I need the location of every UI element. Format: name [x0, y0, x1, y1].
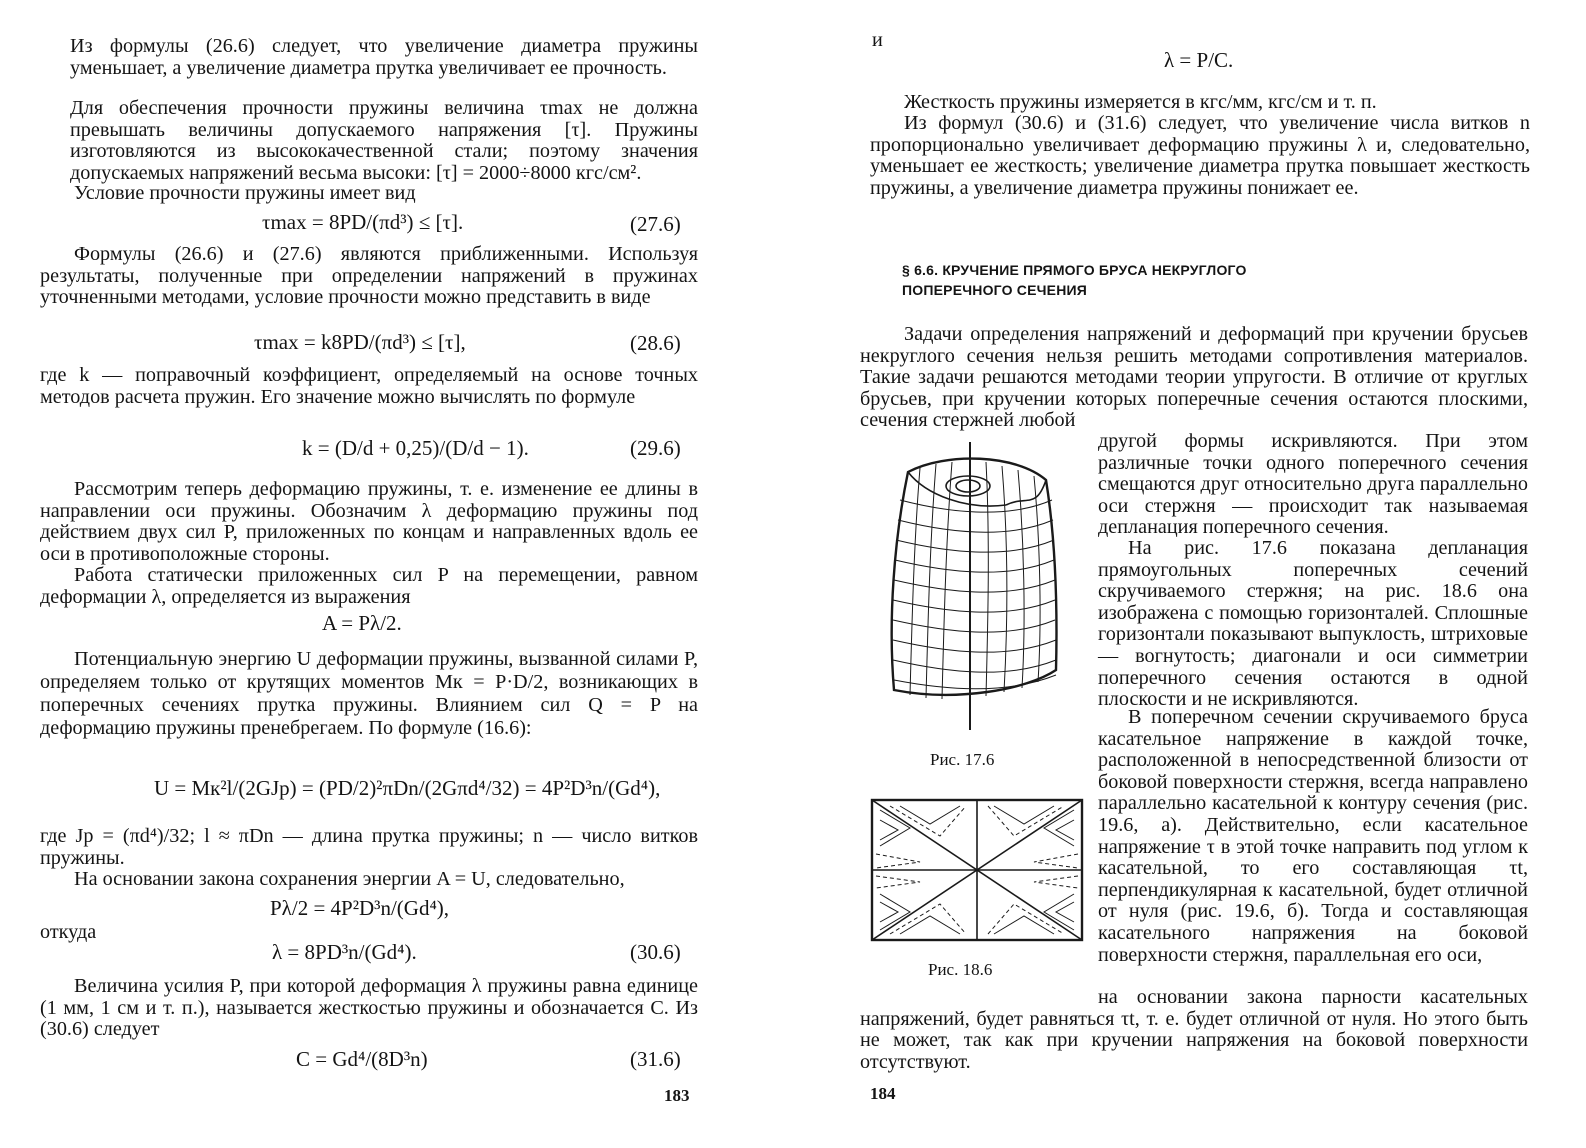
equation-number: (31.6) — [630, 1047, 681, 1071]
paragraph: Рассмотрим теперь деформацию пружины, т. е. изменение ее длины в направлении оси пружины. Обозначим λ деформацию пружины под действием двух сил P, приложенных по концам и направленных вдоль ее оси в противоположные стороны. — [40, 478, 698, 565]
paragraph: откуда — [40, 921, 97, 943]
equation-31-6: C = Gd⁴/(8D³n) — [296, 1047, 428, 1071]
equation-energy-balance: Pλ/2 = 4P²D³n/(Gd⁴), — [270, 896, 450, 920]
right-page — [800, 0, 1586, 1148]
paragraph: На рис. 17.6 показана депланация прямоугольных поперечных сечений скручиваемого стержня; на рис. 18.6 она изображена с помощью горизонталей. Сплошные горизонтали показывают выпуклость, штриховые — вогнутость; диагонали и оси симметрии поперечного сечения остаются в одной плоскости и не искривляются. — [1098, 537, 1528, 711]
paragraph: Работа статически приложенных сил P на перемещении, равном деформации λ, определяется из выражения — [40, 564, 698, 608]
equation-energy: U = Mк²l/(2GJp) = (PD/2)²πDn/(2Gπd⁴/32) = 4P²D³n/(Gd⁴), — [154, 776, 661, 800]
conjunction: и — [872, 29, 883, 51]
page-number: 184 — [870, 1084, 896, 1103]
paragraph: другой формы искривляются. При этом различные точки одного поперечного сечения смещаются друг относительно друга параллельно оси стержня — происходит так называемая депланация поперечного сечения. — [1098, 430, 1528, 539]
paragraph: Для обеспечения прочности пружины величина τmax не должна превышать величины допускаемого напряжения [τ]. Пружины изготовляются из высококачественной стали; поэтому значения допускаемых напряжений весьма высоки: [τ] = 2000÷8000 кгс/см². — [70, 97, 698, 184]
equation-28-6: τmax = k8PD/(πd³) ≤ [τ], — [254, 330, 466, 354]
paragraph: Из формул (30.6) и (31.6) следует, что увеличение числа витков n пропорционально увеличивает деформацию пружины λ и, следовательно, уменьшает ее жесткость; увеличение диаметра прутка повышает жесткость пружины, а увеличение диаметра пружины понижает ее. — [870, 112, 1530, 199]
paragraph: Из формулы (26.6) следует, что увеличение диаметра пружины уменьшает, а увеличение диаметра прутка увеличивает ее прочность. — [70, 35, 698, 79]
figure-17-6-twisted-bar — [886, 440, 1086, 732]
paragraph: где k — поправочный коэффициент, определяемый на основе точных методов расчета пружин. Его значение можно вычислять по формуле — [40, 364, 698, 408]
page-number: 183 — [664, 1086, 690, 1105]
equation-29-6: k = (D/d + 0,25)/(D/d − 1). — [302, 436, 529, 460]
left-page — [0, 0, 760, 1148]
paragraph: где Jp = (πd⁴)/32; l ≈ πDn — длина прутка пружины; n — число витков пружины. — [40, 825, 698, 869]
paragraph: Жесткость пружины измеряется в кгс/мм, кгс/см и т. п. — [904, 91, 1377, 113]
equation-number: (30.6) — [630, 940, 681, 964]
equation-number: (28.6) — [630, 331, 681, 355]
paragraph: Величина усилия P, при которой деформация λ пружины равна единице (1 мм, 1 см и т. п.), называется жесткостью пружины и обозначается C. Из (30.6) следует — [40, 975, 698, 1041]
paragraph: На основании закона сохранения энергии A = U, следовательно, — [74, 868, 625, 890]
figure-17-6-caption: Рис. 17.6 — [930, 750, 995, 769]
paragraph: Формулы (26.6) и (27.6) являются приближенными. Используя результаты, полученные при определении напряжений в пружинах уточненными методами, условие прочности можно представить в виде — [40, 243, 698, 309]
figure-18-6-caption: Рис. 18.6 — [928, 960, 993, 979]
paragraph: Потенциальную энергию U деформации пружины, вызванной силами P, определяем только от крутящих моментов Mк = P·D/2, возникающих в поперечных сечениях прутка пружины. Влиянием сил Q = P на деформацию пружины пренебрегаем. По формуле (16.6): — [40, 648, 698, 739]
paragraph: В поперечном сечении скручиваемого бруса касательное напряжение в каждой точке, расположенной в непосредственной близости от боковой поверхности стержня, всегда направлено параллельно касательной к контуру сечения (рис. 19.6, а). Действительно, если касательное напряжение τ в этой точке направить под углом к касательной, то его составляющая τt, перпендикулярная к касательной, будет отличной от нуля (рис. 19.6, б). Тогда и составляющая касательного напряжения на боковой поверхности стержня, параллельная его оси, — [1098, 706, 1528, 966]
figure-18-6-contour-section — [870, 798, 1084, 942]
paragraph: Задачи определения напряжений и деформаций при кручении брусьев некруглого сечения нельзя решить методами сопротивления материалов. Такие задачи решаются методами теории упругости. В отличие от круглых брусьев, при кручении которых поперечные сечения остаются плоскими, сечения стержней любой — [860, 323, 1528, 432]
section-heading: § 6.6. КРУЧЕНИЕ ПРЯМОГО БРУСА НЕКРУГЛОГО ПОПЕРЕЧНОГО СЕЧЕНИЯ — [902, 262, 1247, 298]
equation-work: A = Pλ/2. — [322, 611, 402, 635]
equation-lambda: λ = P/C. — [1164, 48, 1234, 72]
equation-27-6: τmax = 8PD/(πd³) ≤ [τ]. — [262, 210, 464, 234]
equation-number: (29.6) — [630, 436, 681, 460]
equation-30-6: λ = 8PD³n/(Gd⁴). — [272, 940, 417, 964]
paragraph: на основании закона парности касательных напряжений, будет равняться τt, т. е. будет отличной от нуля. Но этого быть не может, так как при кручении напряжения на боковой поверхности отсутствуют. — [860, 986, 1528, 1073]
paragraph: Условие прочности пружины имеет вид — [74, 182, 416, 204]
equation-number: (27.6) — [630, 212, 681, 236]
